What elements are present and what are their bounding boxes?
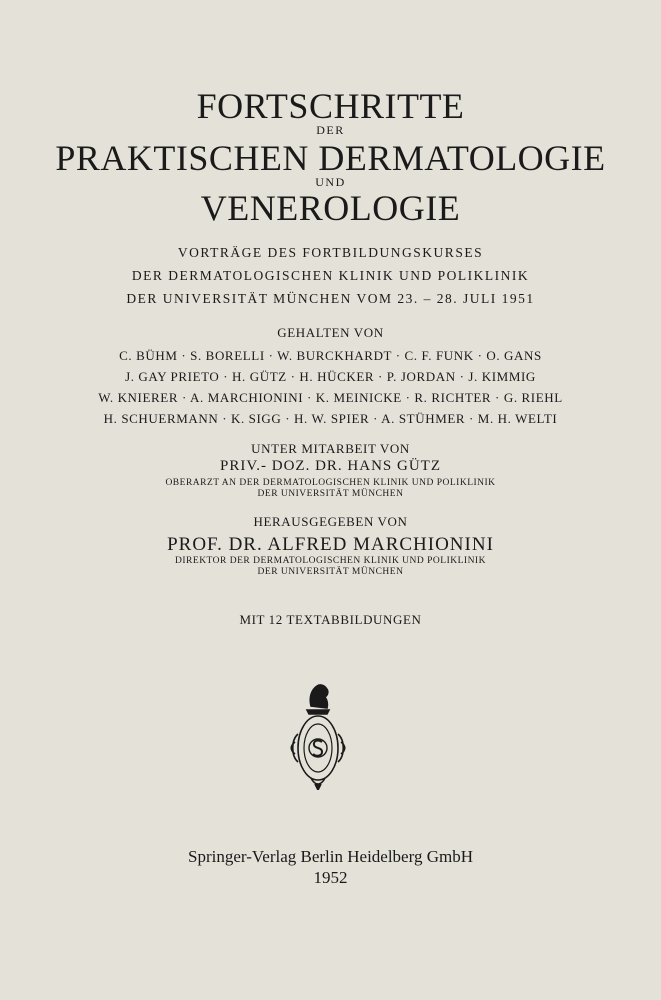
- figures-note: MIT 12 TEXTABBILDUNGEN: [239, 612, 422, 627]
- title-line-2: PRAKTISCHEN DERMATOLOGIE: [55, 138, 606, 178]
- publisher-name: Springer-Verlag Berlin Heidelberg GmbH: [188, 847, 473, 866]
- authors-line-2: J. GAY PRIETO · H. GÜTZ · H. HÜCKER · P. JORDAN · J. KIMMIG: [125, 369, 536, 384]
- editor-role-1: DIREKTOR DER DERMATOLOGISCHEN KLINIK UND POLIKLINIK: [175, 556, 486, 566]
- title-line-3: VENEROLOGIE: [200, 188, 461, 228]
- publication-year: 1952: [313, 868, 348, 887]
- held-by-label: GEHALTEN VON: [277, 325, 384, 340]
- title-line-1: FORTSCHRITTE: [196, 86, 465, 126]
- title-und: UND: [315, 175, 346, 189]
- subtitle-line-1: VORTRÄGE DES FORTBILDUNGSKURSES: [177, 245, 484, 260]
- collaborator-name: PRIV.- DOZ. DR. HANS GÜTZ: [220, 458, 441, 474]
- authors-line-1: C. BÜHM · S. BORELLI · W. BURCKHARDT · C. F. FUNK · O. GANS: [119, 348, 542, 363]
- editor-name: PROF. DR. ALFRED MARCHIONINI: [167, 534, 494, 555]
- subtitle-line-3: DER UNIVERSITÄT MÜNCHEN VOM 23. – 28. JULI 1951: [126, 291, 535, 306]
- editor-role-2: DER UNIVERSITÄT MÜNCHEN: [257, 567, 404, 577]
- collaborator-role-2: DER UNIVERSITÄT MÜNCHEN: [257, 489, 404, 499]
- authors-line-4: H. SCHUERMANN · K. SIGG · H. W. SPIER · A. STÜHMER · M. H. WELTI: [103, 411, 558, 426]
- editor-label: HERAUSGEGEBEN VON: [253, 514, 408, 529]
- collaboration-label: UNTER MITARBEIT VON: [251, 441, 410, 456]
- title-der: DER: [316, 123, 345, 137]
- collaborator-role-1: OBERARZT AN DER DERMATOLOGISCHEN KLINIK UND POLIKLINIK: [165, 478, 496, 488]
- authors-line-3: W. KNIERER · A. MARCHIONINI · K. MEINICKE · R. RICHTER · G. RIEHL: [98, 390, 563, 405]
- subtitle-line-2: DER DERMATOLOGISCHEN KLINIK UND POLIKLINIK: [131, 268, 530, 283]
- springer-knight-logo-icon: [287, 680, 349, 790]
